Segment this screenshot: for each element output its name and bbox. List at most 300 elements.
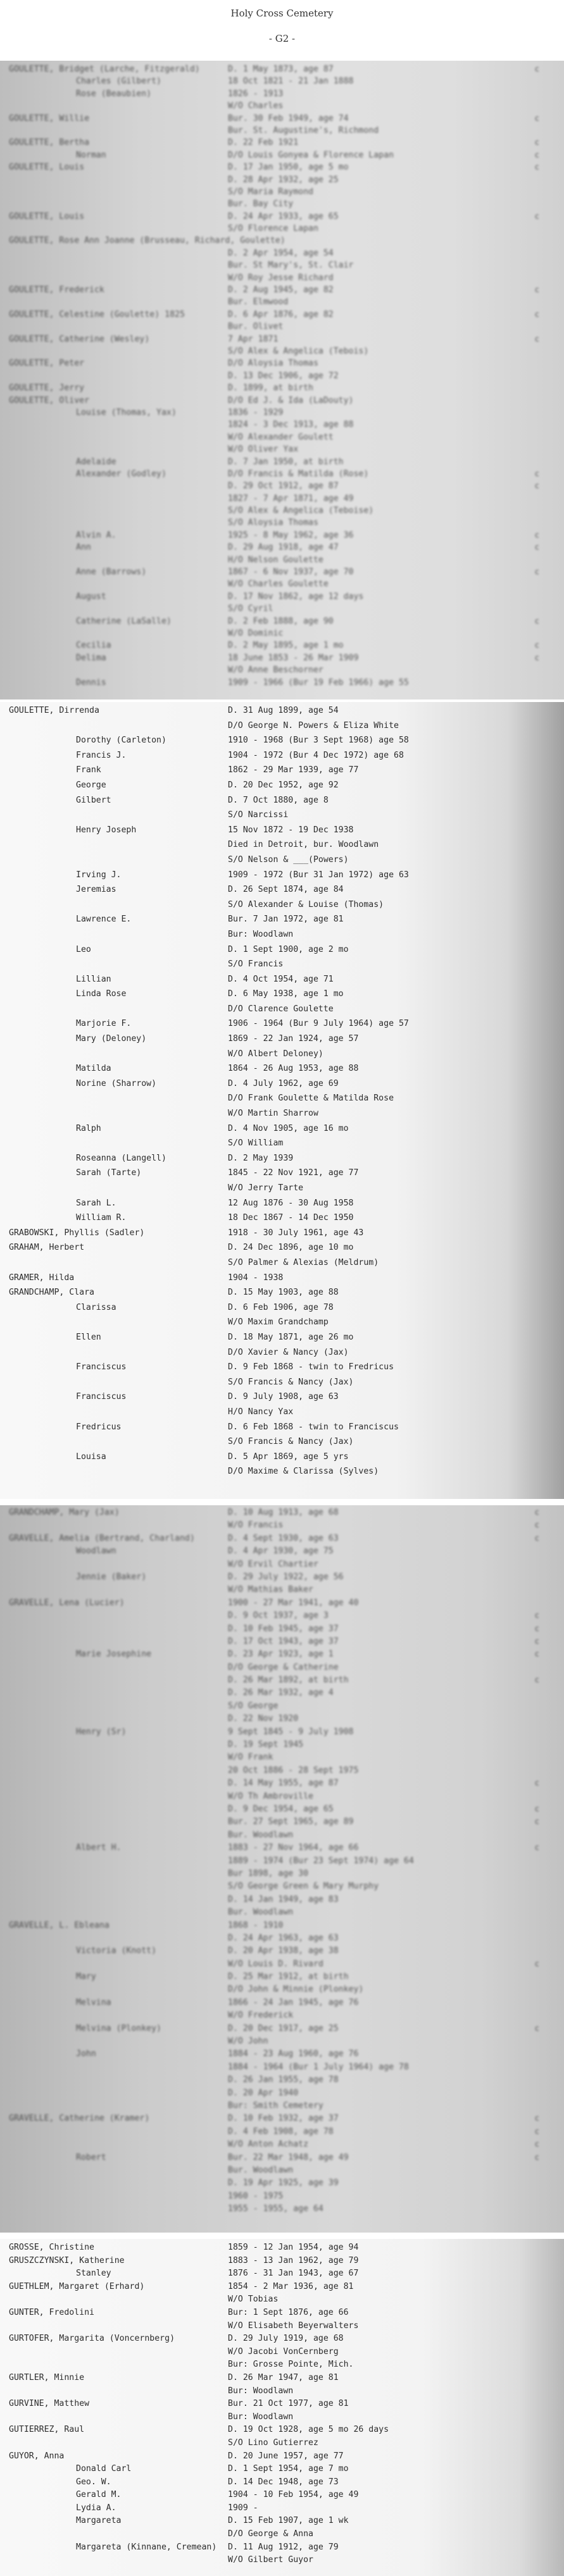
- date-entry: 1824 - 3 Dec 1913, age 88: [228, 420, 354, 430]
- given-name-entry: Melvina (Plonkey): [76, 2023, 161, 2033]
- date-entry: D. 26 Sept 1874, age 84: [228, 885, 344, 895]
- record-row: [0, 2399, 564, 2412]
- check-mark: c: [535, 641, 539, 650]
- record-row: [0, 2451, 564, 2465]
- date-entry: 1909 - 1972 (Bur 31 Jan 1972) age 63: [228, 870, 409, 880]
- check-mark: c: [535, 138, 539, 147]
- date-entry: Bur: Woodlawn: [228, 2386, 294, 2396]
- date-entry: D. 1 May 1873, age 87: [228, 65, 334, 74]
- date-entry: Bur. St Mary's, St. Clair: [228, 261, 354, 271]
- date-entry: Bur: Woodlawn: [228, 2412, 294, 2422]
- record-row: [0, 212, 564, 224]
- check-mark: c: [535, 1636, 539, 1646]
- date-entry: D. 4 Feb 1908, age 78: [228, 2126, 334, 2136]
- surname-entry: GURVINE, Matthew: [9, 2399, 90, 2409]
- record-row: [0, 653, 564, 665]
- date-entry: Bur. 22 Mar 1948, age 49: [228, 2152, 349, 2162]
- surname-entry: GOULETTE, Louis: [9, 211, 85, 221]
- date-entry: S/O Palmer & Alexias (Meldrum): [228, 1257, 379, 1267]
- record-row: [0, 1258, 564, 1273]
- check-mark: c: [535, 1520, 539, 1530]
- date-entry: D/O Xavier & Nancy (Jax): [228, 1347, 349, 1357]
- given-name-entry: Marie Josephine: [76, 1649, 152, 1660]
- given-name-entry: Marjorie F.: [76, 1019, 132, 1029]
- record-row: [0, 959, 564, 975]
- record-row: [0, 2178, 564, 2191]
- check-mark: c: [535, 113, 539, 123]
- date-entry: S/O George Green & Mary Murphy: [228, 1882, 379, 1892]
- date-entry: 15 Nov 1872 - 19 Dec 1938: [228, 825, 354, 835]
- record-row: [0, 2024, 564, 2037]
- record-row: [0, 445, 564, 457]
- date-entry: D. 2 May 1939: [228, 1153, 294, 1163]
- record-row: [0, 126, 564, 138]
- date-entry: 1859 - 12 Jan 1954, age 94: [228, 2243, 359, 2252]
- date-entry: D. 14 May 1955, age 87: [228, 1778, 339, 1789]
- record-row: [0, 310, 564, 322]
- date-entry: S/O Aloysia Thomas: [228, 518, 318, 528]
- record-row: [0, 1303, 564, 1318]
- record-row: [0, 2282, 564, 2295]
- given-name-entry: Donald Carl: [76, 2464, 132, 2474]
- date-entry: D. 1 Sept 1954, age 7 mo: [228, 2464, 349, 2474]
- record-row: [0, 1740, 564, 1753]
- check-mark: c: [535, 1817, 539, 1827]
- check-mark: c: [535, 1508, 539, 1517]
- date-entry: Bur: Grosse Pointe, Mich.: [228, 2360, 354, 2370]
- record-row: [0, 335, 564, 347]
- date-entry: Died in Detroit, bur. Woodlawn: [228, 840, 379, 850]
- given-name-entry: Frank: [76, 765, 101, 775]
- date-entry: D. 20 Dec 1952, age 92: [228, 780, 339, 790]
- record-row: [0, 1856, 564, 1869]
- given-name-entry: Geo. W.: [76, 2477, 111, 2487]
- given-name-entry: Cecilia: [76, 641, 111, 651]
- date-entry: W/O Tobias: [228, 2295, 279, 2305]
- record-row: [0, 1508, 564, 1520]
- surname-entry: GOULETTE, Celestine (Goulette) 1825: [9, 309, 185, 319]
- date-entry: D. 31 Aug 1899, age 54: [228, 706, 339, 715]
- given-name-entry: Alexander (Godley): [76, 469, 166, 479]
- given-name-entry: Alvin A.: [76, 530, 116, 540]
- date-entry: Bur. St. Augustine's, Richmond: [228, 125, 379, 135]
- date-entry: 1884 - 1964 (Bur 1 July 1964) age 78: [228, 2062, 409, 2072]
- record-row: [0, 1921, 564, 1933]
- date-entry: D/O George & Anna: [228, 2529, 313, 2539]
- date-entry: S/O Narcissi: [228, 810, 289, 820]
- surname-entry: GOULETTE, Bertha: [9, 138, 90, 148]
- date-entry: W/O Jacobi VonCernberg: [228, 2346, 339, 2357]
- check-mark: c: [535, 2126, 539, 2136]
- date-entry: Bur. Elmwood: [228, 297, 289, 307]
- date-entry: D. 7 Jan 1950, at birth: [228, 457, 344, 467]
- date-entry: S/O Francis & Nancy (Jax): [228, 1437, 354, 1447]
- date-entry: Bur: Woodlawn: [228, 929, 294, 939]
- date-entry: D. 14 Jan 1949, age 83: [228, 1894, 339, 1904]
- record-row: [0, 371, 564, 383]
- date-entry: D. 11 Aug 1912, age 79: [228, 2542, 339, 2552]
- date-entry: D. 20 June 1957, age 77: [228, 2451, 344, 2461]
- check-mark: c: [535, 653, 539, 662]
- date-entry: Bur: Smith Cemetery: [228, 2100, 323, 2111]
- check-mark: c: [535, 469, 539, 478]
- date-entry: D/O Louis Gonyea & Florence Lapan: [228, 150, 394, 160]
- date-entry: W/O Th Ambroville: [228, 1791, 313, 1801]
- date-entry: Bur. 27 Sept 1965, age 89: [228, 1817, 354, 1827]
- date-entry: W/O Anton Achatz: [228, 2140, 309, 2150]
- date-entry: D. 25 Mar 1912, at birth: [228, 1972, 349, 1982]
- record-row: [0, 810, 564, 825]
- given-name-entry: Lillian: [76, 974, 111, 984]
- date-entry: D/O Clarence Goulette: [228, 1004, 334, 1014]
- date-entry: Bur. 21 Oct 1977, age 81: [228, 2399, 349, 2409]
- date-entry: D/O Frank Goulette & Matilda Rose: [228, 1094, 394, 1104]
- date-entry: D. 5 Apr 1869, age 5 yrs: [228, 1451, 349, 1462]
- date-entry: D. 4 July 1962, age 69: [228, 1078, 339, 1088]
- record-row: [0, 1348, 564, 1363]
- record-row: [0, 1882, 564, 1894]
- record-row: [0, 2269, 564, 2282]
- given-name-entry: Anne (Barrows): [76, 567, 147, 577]
- given-name-entry: Stanley: [76, 2269, 111, 2279]
- record-row: [0, 915, 564, 930]
- date-entry: D. 29 Aug 1918, age 47: [228, 543, 339, 553]
- surname-entry: GOULETTE, Catherine (Wesley): [9, 334, 150, 344]
- date-entry: D. 2 Aug 1945, age 82: [228, 285, 334, 295]
- date-entry: D. 15 May 1903, age 88: [228, 1288, 339, 1298]
- date-entry: 1960 - 1975: [228, 2191, 284, 2201]
- date-entry: D. 29 July 1922, age 56: [228, 1572, 344, 1582]
- date-entry: D. 4 Nov 1905, age 16 mo: [228, 1123, 349, 1133]
- record-row: [0, 481, 564, 493]
- date-entry: W/O Albert Deloney): [228, 1049, 323, 1059]
- date-entry: W/O Charles: [228, 101, 284, 111]
- given-name-entry: Louisa: [76, 1451, 106, 1462]
- given-name-entry: Norman: [76, 150, 106, 160]
- record-row: [0, 236, 564, 248]
- surname-entry: GRUSZCZYNSKI, Katherine: [9, 2255, 125, 2265]
- check-mark: c: [535, 1649, 539, 1659]
- record-row: [0, 297, 564, 309]
- record-row: [0, 2140, 564, 2152]
- given-name-entry: Franciscus: [76, 1362, 127, 1372]
- record-row: [0, 531, 564, 543]
- record-row: [0, 1377, 564, 1393]
- check-mark: c: [535, 211, 539, 221]
- record-row: [0, 322, 564, 334]
- date-entry: W/O Francis: [228, 1520, 284, 1531]
- surname-entry: GOULETTE, Oliver: [9, 395, 90, 405]
- scan-panel-1: [0, 61, 564, 699]
- given-name-entry: Henry (Sr): [76, 1727, 127, 1737]
- date-entry: Bur 1898, age 30: [228, 1868, 309, 1878]
- date-entry: 9 Sept 1845 - 9 July 1908: [228, 1727, 354, 1737]
- given-name-entry: Dennis: [76, 677, 106, 687]
- surname-entry: GUYOR, Anna: [9, 2451, 65, 2461]
- record-row: [0, 555, 564, 567]
- record-row: [0, 1019, 564, 1034]
- given-name-entry: Victoria (Knott): [76, 1946, 157, 1956]
- date-entry: Bur. Woodlawn: [228, 1907, 294, 1918]
- record-row: [0, 1520, 564, 1533]
- date-entry: D. 10 Feb 1945, age 37: [228, 1624, 339, 1634]
- date-entry: H/O Nelson Goulette: [228, 555, 323, 565]
- check-mark: c: [535, 1611, 539, 1620]
- check-mark: c: [535, 543, 539, 552]
- given-name-entry: Matilda: [76, 1064, 111, 1074]
- record-row: [0, 1933, 564, 1946]
- date-entry: 18 Dec 1867 - 14 Dec 1950: [228, 1213, 354, 1223]
- date-entry: D. 9 Feb 1868 - twin to Fredricus: [228, 1362, 394, 1372]
- check-mark: c: [535, 1675, 539, 1685]
- date-entry: S/O Cyril: [228, 604, 273, 614]
- given-name-entry: Jennie (Baker): [76, 1572, 147, 1582]
- date-entry: S/O Francis & Nancy (Jax): [228, 1377, 354, 1387]
- record-row: [0, 518, 564, 530]
- check-mark: c: [535, 1624, 539, 1633]
- given-name-entry: Franciscus: [76, 1392, 127, 1402]
- given-name-entry: Louise (Thomas, Yax): [76, 407, 177, 417]
- given-name-entry: Irving J.: [76, 870, 122, 880]
- surname-entry: GUTIERREZ, Raul: [9, 2425, 85, 2435]
- record-row: [0, 65, 564, 77]
- record-row: [0, 1109, 564, 1124]
- date-entry: S/O Lino Gutierrez: [228, 2437, 318, 2448]
- record-row: [0, 2062, 564, 2075]
- given-name-entry: Jeremias: [76, 885, 116, 895]
- date-entry: D. 23 Apr 1923, age 1: [228, 1649, 334, 1660]
- record-row: [0, 592, 564, 604]
- date-entry: D. 10 Feb 1932, age 37: [228, 2114, 339, 2124]
- given-name-entry: Linda Rose: [76, 989, 127, 999]
- record-row: [0, 224, 564, 236]
- given-name-entry: Lawrence E.: [76, 915, 132, 925]
- record-row: [0, 2490, 564, 2503]
- given-name-entry: Ellen: [76, 1332, 101, 1342]
- surname-entry: GRAVELLE, Catherine (Kramer): [9, 2114, 150, 2124]
- surname-entry: GRABOWSKI, Phyllis (Sadler): [9, 1228, 145, 1238]
- date-entry: W/O John: [228, 2037, 268, 2047]
- check-mark: c: [535, 530, 539, 539]
- check-mark: c: [535, 2152, 539, 2162]
- record-row: [0, 825, 564, 841]
- record-row: [0, 506, 564, 518]
- record-row: [0, 1637, 564, 1649]
- surname-entry: GUETHLEM, Margaret (Erhard): [9, 2281, 145, 2291]
- given-name-entry: Melvina: [76, 1997, 111, 2007]
- date-entry: W/O Dominic: [228, 628, 284, 638]
- record-row: [0, 1333, 564, 1348]
- date-entry: D. 20 Apr 1938, age 38: [228, 1946, 339, 1956]
- date-entry: W/O Elisabeth Beyerwalters: [228, 2320, 359, 2331]
- record-row: [0, 780, 564, 796]
- record-row: [0, 1034, 564, 1049]
- record-row: [0, 1154, 564, 1169]
- record-row: [0, 2101, 564, 2114]
- date-entry: Bur. 30 Feb 1949, age 74: [228, 113, 349, 123]
- record-row: [0, 1972, 564, 1985]
- record-row: [0, 2334, 564, 2347]
- surname-entry: GRAMER, Hilda: [9, 1273, 75, 1283]
- date-entry: W/O Charles Goulette: [228, 579, 329, 589]
- record-row: [0, 1407, 564, 1422]
- record-row: [0, 975, 564, 990]
- record-row: [0, 885, 564, 900]
- given-name-entry: Adelaide: [76, 457, 116, 467]
- given-name-entry: Lydia A.: [76, 2503, 116, 2513]
- record-row: [0, 765, 564, 780]
- record-row: [0, 1663, 564, 1675]
- check-mark: c: [535, 309, 539, 319]
- check-mark: c: [535, 285, 539, 295]
- record-row: [0, 2412, 564, 2425]
- record-row: [0, 2516, 564, 2529]
- record-row: [0, 433, 564, 445]
- date-entry: D/O George N. Powers & Eliza White: [228, 720, 399, 730]
- date-entry: D/O Aloysia Thomas: [228, 359, 318, 369]
- record-row: [0, 1124, 564, 1139]
- record-row: [0, 1534, 564, 1546]
- date-entry: D. 7 Oct 1880, age 8: [228, 795, 329, 805]
- surname-entry: GOULETTE, Peter: [9, 359, 85, 369]
- record-row: [0, 2153, 564, 2166]
- date-entry: D. 19 Apr 1925, age 39: [228, 2178, 339, 2188]
- check-mark: c: [535, 1778, 539, 1788]
- record-row: [0, 2191, 564, 2204]
- date-entry: D. 24 Dec 1896, age 10 mo: [228, 1243, 354, 1253]
- date-entry: D. 19 Sept 1945: [228, 1740, 304, 1750]
- record-row: [0, 396, 564, 408]
- record-row: [0, 2542, 564, 2556]
- date-entry: 1904 - 10 Feb 1954, age 49: [228, 2490, 359, 2500]
- date-entry: D. 29 Oct 1912, age 87: [228, 481, 339, 491]
- date-entry: 1904 - 1972 (Bur 4 Dec 1972) age 68: [228, 750, 404, 760]
- date-entry: D. 4 Sept 1930, age 63: [228, 1533, 339, 1543]
- surname-entry: GRAVELLE, Lena (Lucier): [9, 1598, 125, 1608]
- date-entry: S/O Nelson & ___(Powers): [228, 854, 349, 865]
- record-row: [0, 2425, 564, 2438]
- record-row: [0, 1572, 564, 1585]
- surname-entry: GRANDCHAMP, Clara: [9, 1288, 94, 1298]
- check-mark: c: [535, 65, 539, 73]
- record-row: [0, 2373, 564, 2386]
- check-mark: c: [535, 2023, 539, 2033]
- given-name-entry: Sarah (Tarte): [76, 1168, 142, 1178]
- date-entry: D. 6 Apr 1876, age 82: [228, 309, 334, 319]
- date-entry: 1909 - 1966 (Bur 19 Feb 1966) age 55: [228, 677, 409, 687]
- record-row: [0, 1213, 564, 1228]
- date-entry: D. 19 Oct 1928, age 5 mo 26 days: [228, 2425, 389, 2435]
- record-row: [0, 2555, 564, 2568]
- scan-panel-3: [0, 1505, 564, 2233]
- record-row: [0, 347, 564, 359]
- record-row: [0, 721, 564, 736]
- date-entry: D. 17 Nov 1862, age 12 days: [228, 591, 364, 601]
- given-name-entry: Margareta (Kinnane, Cremean): [76, 2542, 217, 2552]
- record-row: [0, 408, 564, 420]
- date-entry: S/O Alex & Angelica (Teboise): [228, 506, 374, 516]
- record-row: [0, 678, 564, 690]
- record-row: [0, 1422, 564, 1438]
- date-entry: 18 Oct 1821 - 21 Jan 1888: [228, 77, 354, 87]
- record-row: [0, 1598, 564, 1611]
- date-entry: D/O Ed J. & Ida (LaDouty): [228, 395, 354, 405]
- date-entry: S/O Florence Lapan: [228, 224, 318, 234]
- record-row: [0, 138, 564, 150]
- record-row: [0, 469, 564, 481]
- record-row: [0, 151, 564, 163]
- scan-panel-2: [0, 702, 564, 1499]
- check-mark: c: [535, 1843, 539, 1852]
- surname-entry: GURTOFER, Margarita (Voncernberg): [9, 2334, 175, 2344]
- record-row: [0, 1843, 564, 1856]
- date-entry: 1826 - 1913: [228, 89, 284, 99]
- record-row: [0, 1701, 564, 1714]
- record-row: [0, 2166, 564, 2178]
- given-name-entry: William R.: [76, 1213, 127, 1223]
- record-row: [0, 1959, 564, 1972]
- given-name-entry: Francis J.: [76, 750, 127, 760]
- given-name-entry: August: [76, 591, 106, 601]
- record-row: [0, 617, 564, 629]
- surname-entry: GRANDCHAMP, Mary (Jax): [9, 1508, 120, 1517]
- record-row: [0, 930, 564, 945]
- record-row: [0, 457, 564, 469]
- record-row: [0, 199, 564, 211]
- record-row: [0, 1243, 564, 1258]
- record-row: [0, 163, 564, 175]
- record-row: [0, 1585, 564, 1598]
- date-entry: D. 4 Oct 1954, age 71: [228, 974, 334, 984]
- date-entry: D. 13 Dec 1906, age 72: [228, 371, 339, 381]
- given-name-entry: Gerald M.: [76, 2490, 122, 2500]
- record-row: [0, 2321, 564, 2334]
- date-entry: S/O Maria Raymond: [228, 187, 313, 197]
- date-entry: D. 22 Nov 1920: [228, 1714, 299, 1724]
- record-row: [0, 1004, 564, 1020]
- record-row: [0, 1998, 564, 2011]
- surname-entry: GURTLER, Minnie: [9, 2372, 85, 2382]
- record-row: [0, 1362, 564, 1377]
- date-entry: W/O Maxim Grandchamp: [228, 1317, 329, 1328]
- record-row: [0, 543, 564, 555]
- record-row: [0, 641, 564, 653]
- record-row: [0, 2075, 564, 2088]
- record-row: [0, 2114, 564, 2126]
- date-entry: 1836 - 1929: [228, 407, 284, 417]
- record-row: [0, 1064, 564, 1079]
- given-name-entry: Robert: [76, 2152, 106, 2162]
- record-row: [0, 1546, 564, 1559]
- record-row: [0, 1649, 564, 1662]
- record-row: [0, 1611, 564, 1624]
- date-entry: D. 18 May 1871, age 26 mo: [228, 1332, 354, 1342]
- date-entry: Bur. 7 Jan 1972, age 81: [228, 915, 344, 925]
- record-row: [0, 1317, 564, 1333]
- surname-entry: GOULETTE, Willie: [9, 113, 90, 123]
- record-row: [0, 1869, 564, 1882]
- date-entry: S/O George: [228, 1701, 279, 1711]
- record-row: [0, 2477, 564, 2491]
- record-row: [0, 175, 564, 187]
- record-row: [0, 1778, 564, 1791]
- date-entry: 1925 - 8 May 1962, age 36: [228, 530, 354, 540]
- date-entry: 1889 - 1974 (Bur 23 Sept 1974) age 64: [228, 1856, 414, 1866]
- surname-entry: GOULETTE, Louis: [9, 163, 85, 173]
- record-row: [0, 1168, 564, 1183]
- date-entry: D. 24 Apr 1963, age 63: [228, 1933, 339, 1943]
- date-entry: D. 2 May 1895, age 1 mo: [228, 641, 344, 651]
